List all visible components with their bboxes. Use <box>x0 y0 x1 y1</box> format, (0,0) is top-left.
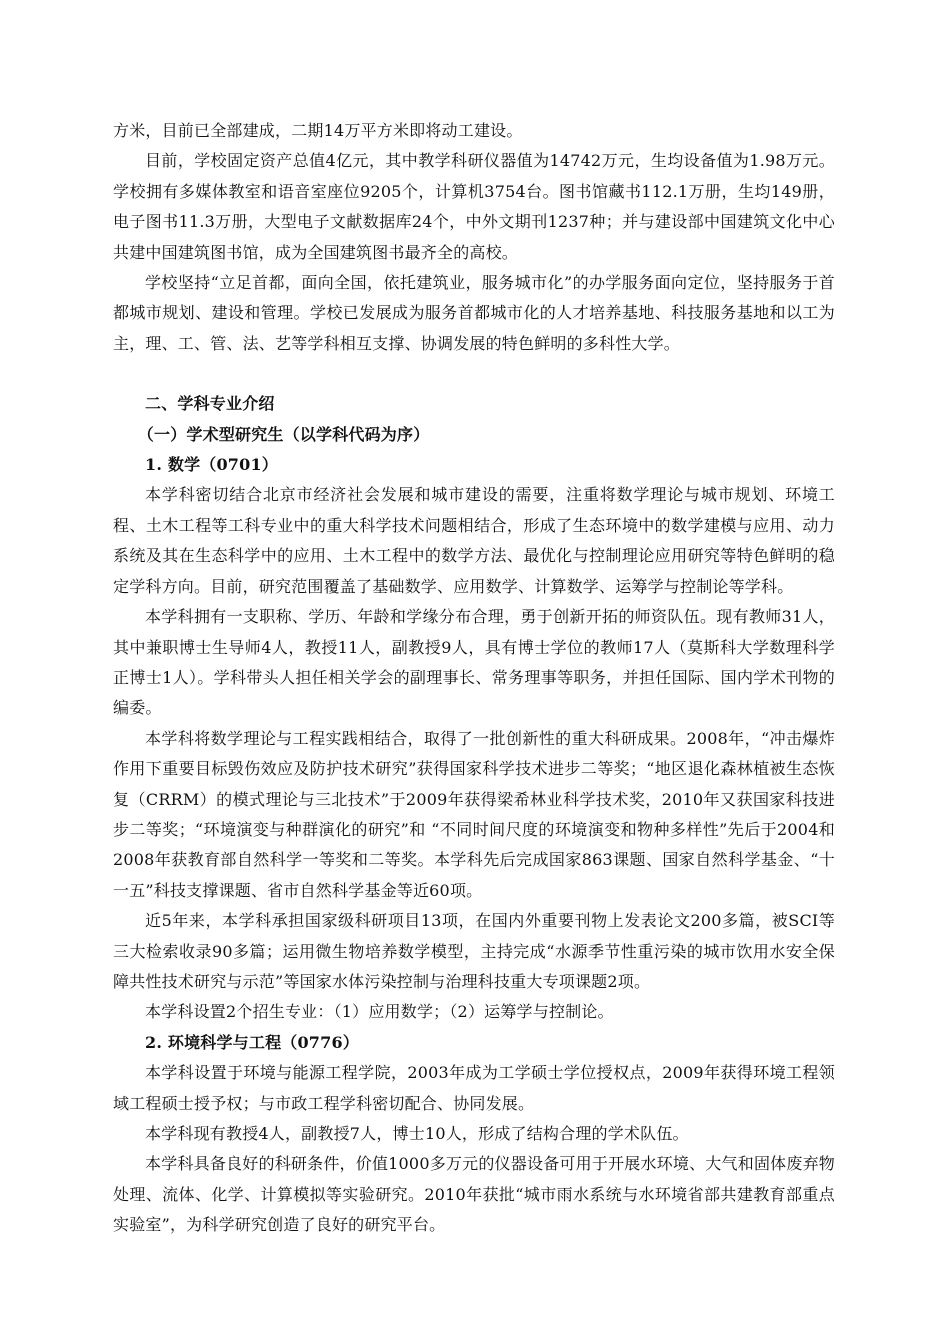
math-paragraph-3: 本学科将数学理论与工程实践相结合，取得了一批创新性的重大科研成果。2008年，“冲击爆炸作用下重要目标毁伤效应及防护技术研究”获得国家科学技术进步二等奖；“地区退化森林植被生态恢复（CRRM）的模式理论与三北技术”于2009年获得梁希林业科学技术奖，2010年又获国家科技进步二等奖；“环境演变与种群演化的研究”和 “不同时间尺度的环境演变和物种多样性”先后于2004和2008年获教育部自然科学一等奖和二等奖。本学科先后完成国家863课题、国家自然科学基金、“十一五”科技支撑课题、省市自然科学基金等近60项。 <box>113 728 835 900</box>
intro-paragraph-2: 目前，学校固定资产总值4亿元，其中教学科研仪器值为14742万元，生均设备值为1.98万元。学校拥有多媒体教室和语音室座位9205个，计算机3754台。图书馆藏书112.1万册，生均149册，电子图书11.3万册，大型电子文献数据库24个，中外文期刊1237种；并与建设部中国建筑文化中心共建中国建筑图书馆，成为全国建筑图书最齐全的高校。 <box>113 151 835 262</box>
math-paragraph-4: 近5年来，本学科承担国家级科研项目13项，在国内外重要刊物上发表论文200多篇，被SCI等三大检索收录90多篇；运用微生物培养数学模型，主持完成“水源季节性重污染的城市饮用水安全保障共性技术研究与示范”等国家水体污染控制与治理科技重大专项课题2项。 <box>113 911 835 991</box>
env-paragraph-3: 本学科具备良好的科研条件，价值1000多万元的仪器设备可用于开展水环境、大气和固体废弃物处理、流体、化学、计算模拟等实验研究。2010年获批“城市雨水系统与水环境省部共建教育部重点实验室”，为科学研究创造了良好的研究平台。 <box>113 1154 835 1235</box>
intro-paragraph-1: 方米，目前已全部建成，二期14万平方米即将动工建设。 <box>113 121 523 140</box>
math-heading: 1. 数学（0701） <box>145 455 279 475</box>
math-paragraph-5: 本学科设置2个招生专业：（1）应用数学；（2）运筹学与控制论。 <box>145 1002 614 1022</box>
math-paragraph-1: 本学科密切结合北京市经济社会发展和城市建设的需要，注重将数学理论与城市规划、环境工程、土木工程等工科专业中的重大科学技术问题相结合，形成了生态环境中的数学建模与应用、动力系统及其在生态科学中的应用、土木工程中的数学方法、最优化与控制理论应用研究等特色鲜明的稳定学科方向。目前，研究范围覆盖了基础数学、应用数学、计算数学、运筹学与控制论等学科。 <box>113 485 835 596</box>
env-heading: 2. 环境科学与工程（0776） <box>145 1032 360 1052</box>
section-heading: 二、学科专业介绍 <box>145 394 275 414</box>
env-paragraph-2: 本学科现有教授4人，副教授7人，博士10人，形成了结构合理的学术队伍。 <box>145 1124 689 1143</box>
intro-paragraph-3: 学校坚持“立足首都，面向全国，依托建筑业，服务城市化”的办学服务面向定位，坚持服务于首都城市规划、建设和管理。学校已发展成为服务首都城市化的人才培养基地、科技服务基地和以工为主，理、工、管、法、艺等学科相互支撑、协调发展的特色鲜明的多科性大学。 <box>113 273 835 353</box>
section-spacer <box>113 359 835 389</box>
subsection-heading: （一）学术型研究生（以学科代码为序） <box>137 424 430 444</box>
document-body <box>113 116 835 1241</box>
env-paragraph-1: 本学科设置于环境与能源工程学院，2003年成为工学硕士学位授权点，2009年获得环境工程领域工程硕士授予权；与市政工程学科密切配合、协同发展。 <box>113 1063 835 1113</box>
math-paragraph-2: 本学科拥有一支职称、学历、年龄和学缘分布合理，勇于创新开拓的师资队伍。现有教师31人，其中兼职博士生导师4人，教授11人，副教授9人，具有博士学位的教师17人（莫斯科大学数理科学正博士1人）。学科带头人担任相关学会的副理事长、常务理事等职务，并担任国际、国内学术刊物的编委。 <box>113 607 835 718</box>
